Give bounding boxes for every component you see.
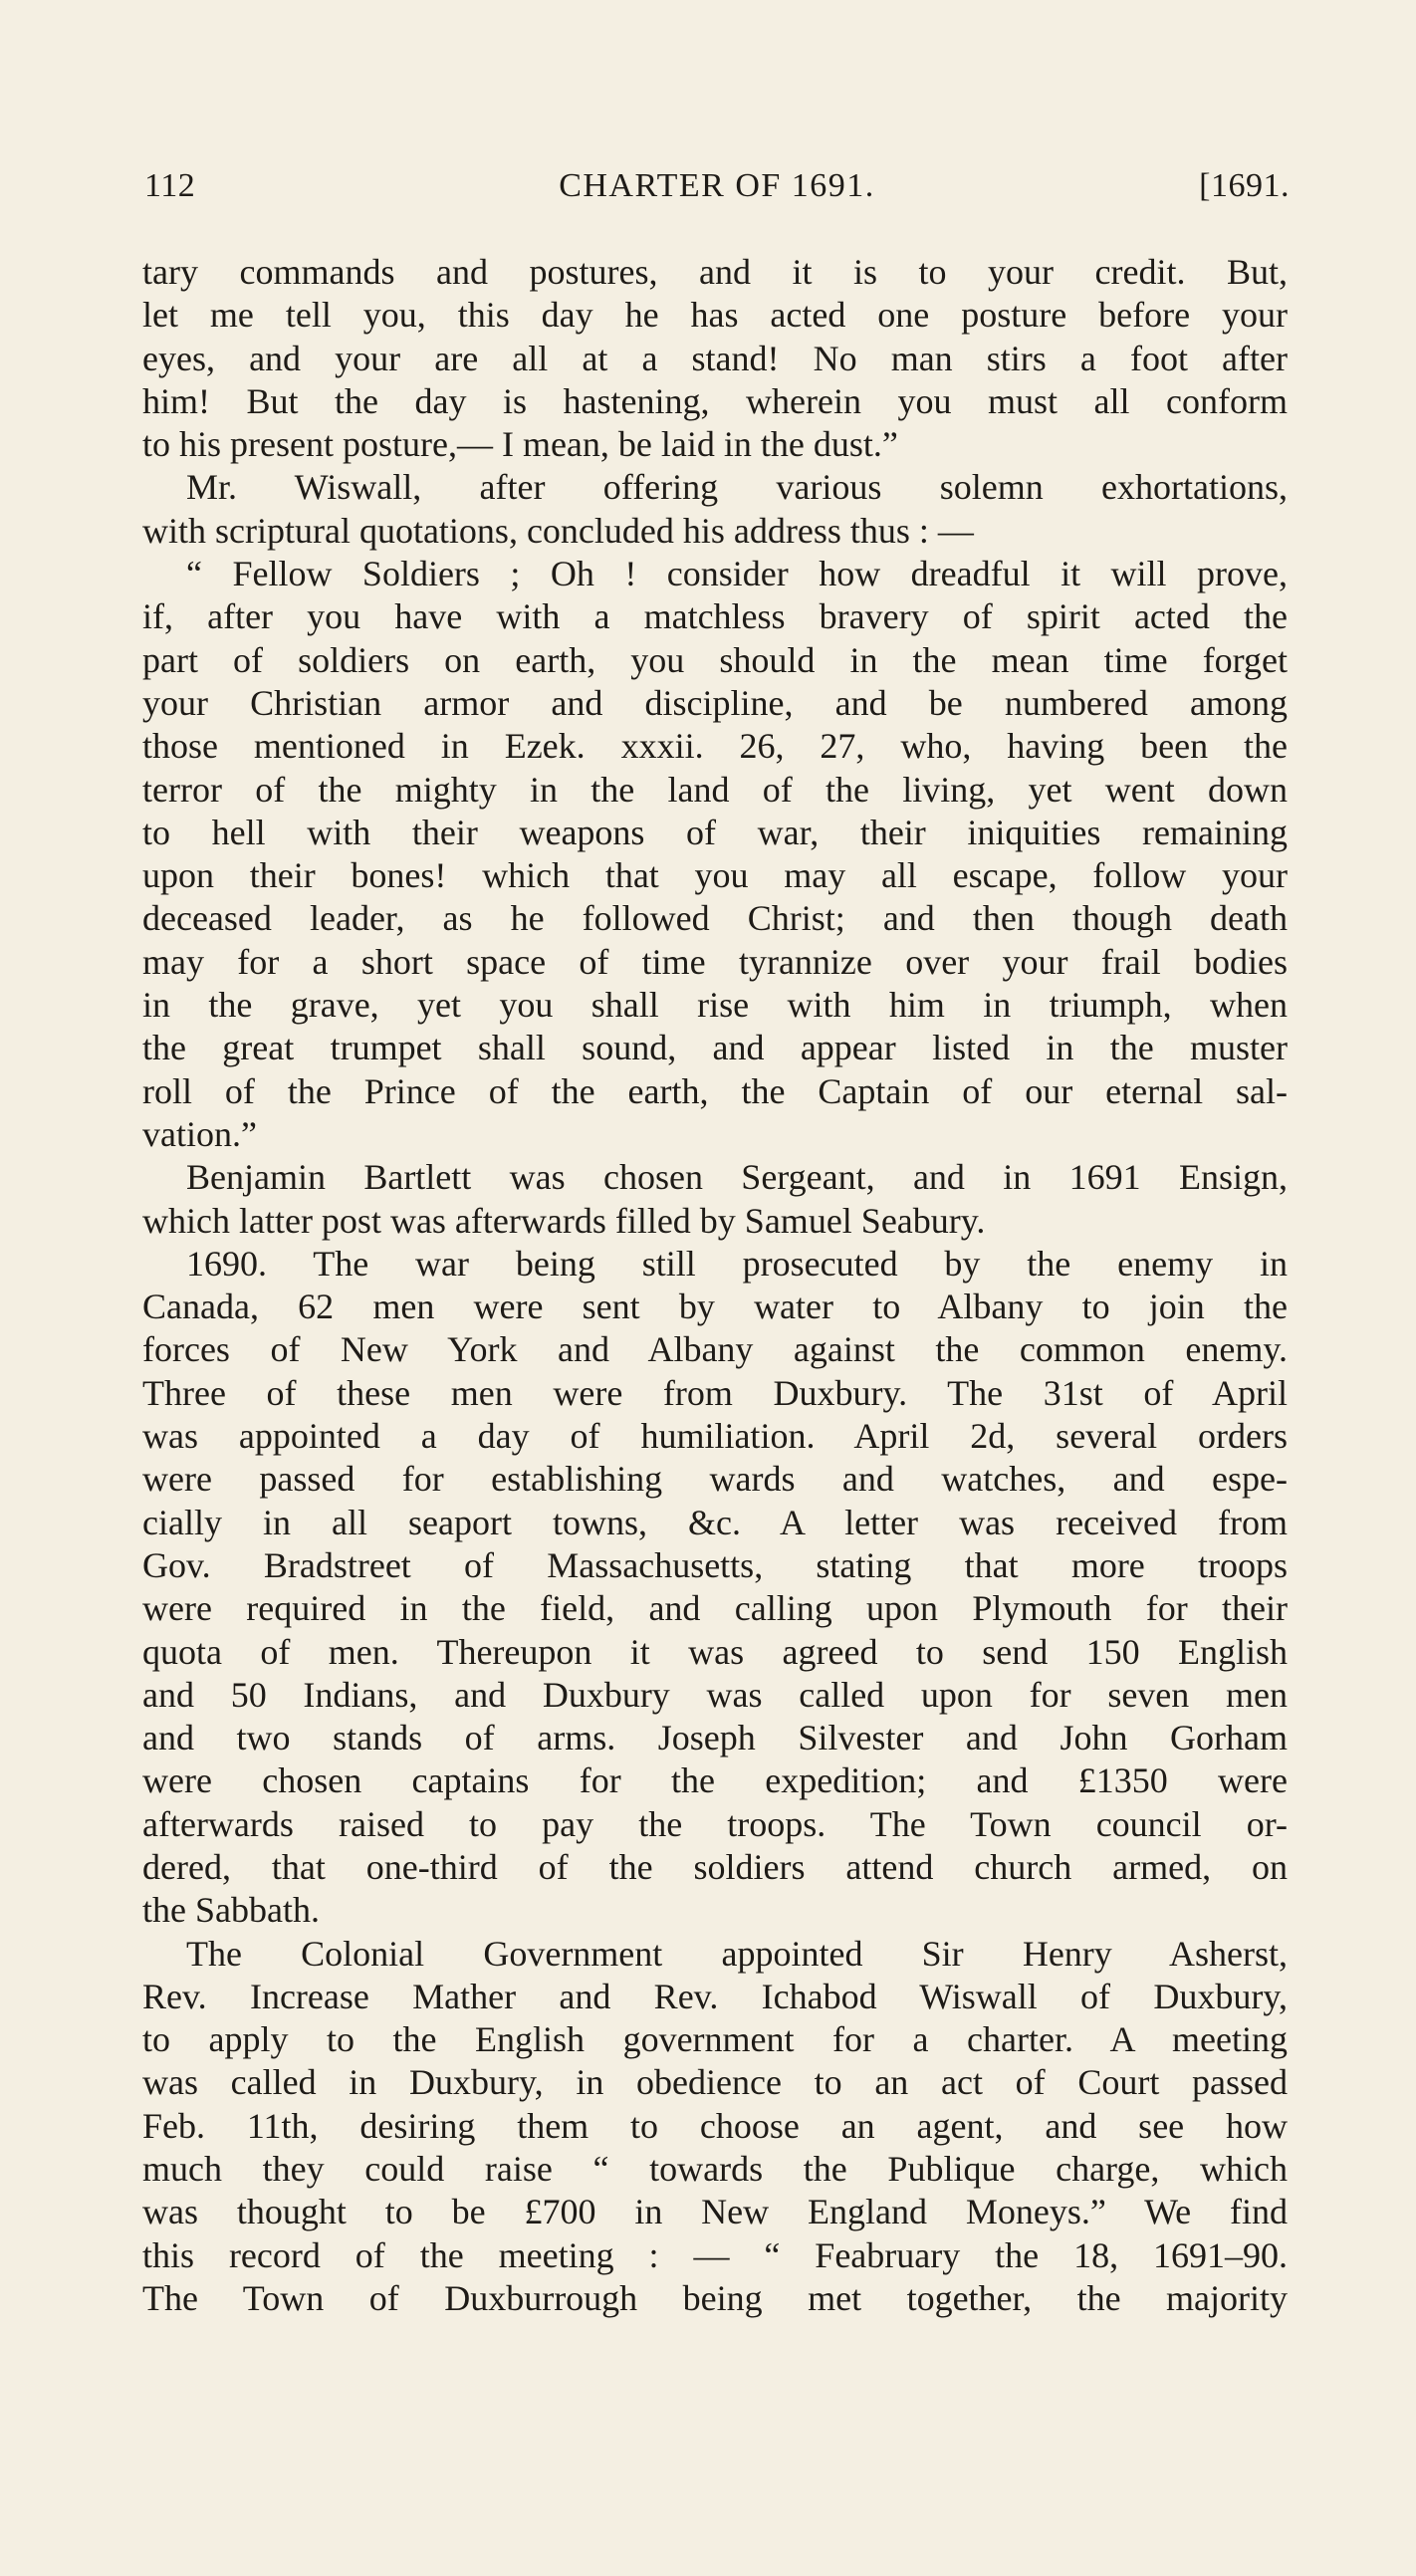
- text-line: may for a short space of time tyrannize over your frail bodies: [142, 941, 1288, 982]
- text-line: and 50 Indians, and Duxbury was called upon for seven men: [142, 1674, 1288, 1715]
- text-line: the great trumpet shall sound, and appear listed in the muster: [142, 1028, 1288, 1068]
- text-line: part of soldiers on earth, you should in the mean time forget: [142, 639, 1288, 680]
- text-line: Feb. 11th, desiring them to choose an agent, and see how: [142, 2105, 1288, 2146]
- text-line: upon their bones! which that you may all escape, follow your: [142, 855, 1288, 896]
- text-line: “ Fellow Soldiers ; Oh ! consider how dreadful it will prove,: [186, 554, 1288, 594]
- page-number: 112: [144, 167, 196, 204]
- text-line: forces of New York and Albany against the common enemy.: [142, 1329, 1288, 1370]
- text-line: in the grave, yet you shall rise with him in triumph, when: [142, 985, 1288, 1026]
- text-line: him! But the day is hastening, wherein you must all conform: [142, 380, 1288, 421]
- text-line: if, after you have with a matchless bravery of spirit acted the: [142, 596, 1288, 637]
- text-line: 1690. The war being still prosecuted by the enemy in: [186, 1243, 1288, 1284]
- text-line: vation.”: [142, 1113, 257, 1154]
- text-line: Canada, 62 men were sent by water to Albany to join the: [142, 1287, 1288, 1327]
- text-line: which latter post was afterwards filled by Samuel Seabury.: [142, 1200, 986, 1241]
- text-line: those mentioned in Ezek. xxxii. 26, 27, who, having been the: [142, 726, 1288, 767]
- text-line: with scriptural quotations, concluded his address thus : —: [142, 510, 974, 551]
- text-line: Gov. Bradstreet of Massachusetts, stating that more troops: [142, 1544, 1288, 1585]
- text-line: were chosen captains for the expedition; and £1350 were: [142, 1760, 1288, 1801]
- running-header: [144, 167, 1290, 217]
- text-line: eyes, and your are all at a stand! No man stirs a foot after: [142, 338, 1288, 378]
- text-line: afterwards raised to pay the troops. The Town council or-: [142, 1803, 1288, 1844]
- header-year: [1691.: [1199, 167, 1290, 204]
- text-line: quota of men. Thereupon it was agreed to send 150 English: [142, 1631, 1288, 1672]
- text-line: your Christian armor and discipline, and be numbered among: [142, 682, 1288, 723]
- text-line: tary commands and postures, and it is to your credit. But,: [142, 252, 1288, 292]
- text-line: to apply to the English government for a charter. A meeting: [142, 2019, 1288, 2060]
- text-line: to his present posture,— I mean, be laid in the dust.”: [142, 424, 898, 465]
- text-line: were required in the field, and calling upon Plymouth for their: [142, 1588, 1288, 1629]
- text-line: were passed for establishing wards and watches, and espe-: [142, 1459, 1288, 1500]
- text-line: Benjamin Bartlett was chosen Sergeant, and in 1691 Ensign,: [186, 1157, 1288, 1198]
- text-line: Rev. Increase Mather and Rev. Ichabod Wiswall of Duxbury,: [142, 1976, 1288, 2016]
- text-line: terror of the mighty in the land of the living, yet went down: [142, 769, 1288, 810]
- running-title: CHARTER OF 1691.: [559, 167, 875, 204]
- text-line: was thought to be £700 in New England Moneys.” We find: [142, 2192, 1288, 2232]
- text-line: was called in Duxbury, in obedience to an act of Court passed: [142, 2062, 1288, 2103]
- text-line: much they could raise “ towards the Publique charge, which: [142, 2149, 1288, 2190]
- text-line: cially in all seaport towns, &c. A letter was received from: [142, 1502, 1288, 1542]
- text-line: was appointed a day of humiliation. April 2d, several orders: [142, 1416, 1288, 1457]
- text-line: to hell with their weapons of war, their iniquities remaining: [142, 812, 1288, 852]
- text-line: roll of the Prince of the earth, the Captain of our eternal sal-: [142, 1070, 1288, 1111]
- text-line: The Colonial Government appointed Sir Henry Asherst,: [186, 1933, 1288, 1974]
- text-line: dered, that one-third of the soldiers attend church armed, on: [142, 1846, 1288, 1887]
- text-line: Mr. Wiswall, after offering various solemn exhortations,: [186, 467, 1288, 508]
- body-text: [142, 251, 1288, 2320]
- text-line: The Town of Duxburrough being met together, the majority: [142, 2277, 1288, 2318]
- text-line: the Sabbath.: [142, 1890, 320, 1931]
- text-line: this record of the meeting : — “ Feabruary the 18, 1691–90.: [142, 2234, 1288, 2275]
- text-line: let me tell you, this day he has acted one posture before your: [142, 295, 1288, 336]
- text-line: Three of these men were from Duxbury. The 31st of April: [142, 1372, 1288, 1413]
- text-line: and two stands of arms. Joseph Silvester and John Gorham: [142, 1718, 1288, 1758]
- text-line: deceased leader, as he followed Christ; and then though death: [142, 898, 1288, 939]
